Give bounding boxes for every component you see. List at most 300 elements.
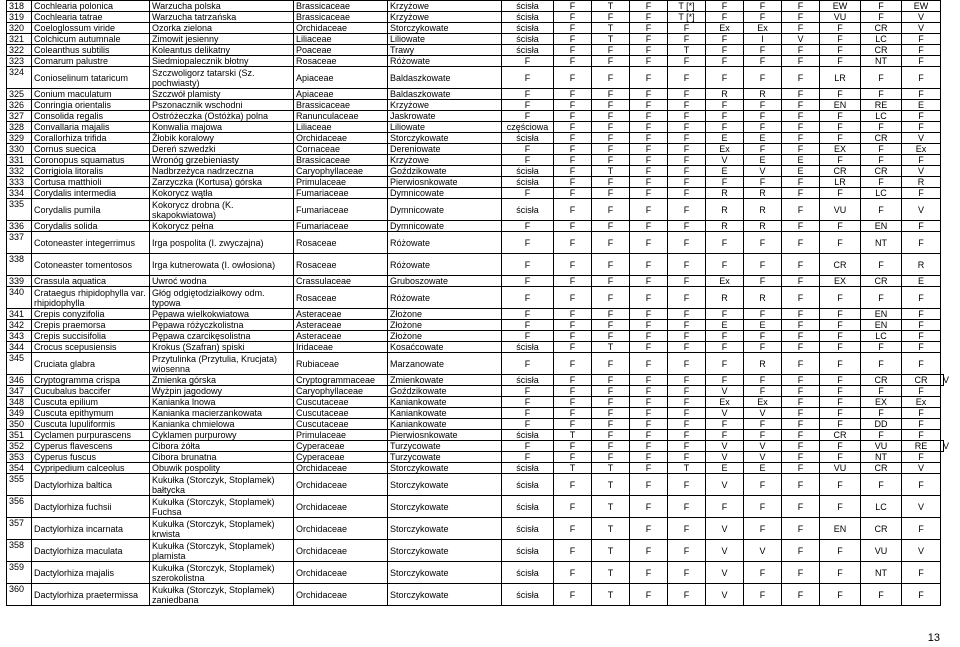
category-5-cell: R bbox=[706, 221, 744, 232]
latin-name-cell: Cruciata glabra bbox=[32, 353, 150, 375]
category-3-cell: F bbox=[630, 540, 668, 562]
family-polish-cell: Kaniankowate bbox=[388, 419, 502, 430]
category-1-cell: F bbox=[554, 320, 592, 331]
row-number-cell: 320 bbox=[7, 23, 32, 34]
family-latin-cell: Cuscutaceae bbox=[294, 419, 388, 430]
category-5-cell: F bbox=[706, 1, 744, 12]
table-row bbox=[7, 23, 944, 34]
family-polish-cell: Dymnicowate bbox=[388, 188, 502, 199]
table-row bbox=[7, 419, 944, 430]
category-10-cell: V bbox=[902, 463, 941, 474]
category-7-cell: F bbox=[782, 441, 820, 452]
category-7-cell: F bbox=[782, 221, 820, 232]
row-number-cell: 325 bbox=[7, 89, 32, 100]
category-8-cell: EN bbox=[820, 100, 861, 111]
protection-status-cell: F bbox=[502, 287, 554, 309]
category-8-cell: F bbox=[820, 584, 861, 606]
family-latin-cell: Cyperaceae bbox=[294, 452, 388, 463]
row-number-cell: 336 bbox=[7, 221, 32, 232]
polish-name-cell: Wronóg grzebieniasty bbox=[150, 155, 294, 166]
category-3-cell: F bbox=[630, 122, 668, 133]
category-8-cell: EN bbox=[820, 518, 861, 540]
category-3-cell: F bbox=[630, 254, 668, 276]
category-7-cell: F bbox=[782, 122, 820, 133]
category-2-cell: T bbox=[592, 34, 630, 45]
family-latin-cell: Poaceae bbox=[294, 45, 388, 56]
latin-name-cell: Comarum palustre bbox=[32, 56, 150, 67]
table-row bbox=[7, 166, 944, 177]
category-9-cell: F bbox=[861, 199, 902, 221]
category-9-cell: F bbox=[861, 122, 902, 133]
polish-name-cell: Kukułka (Storczyk, Stoplamek) plamista bbox=[150, 540, 294, 562]
family-polish-cell: Storczykowate bbox=[388, 562, 502, 584]
latin-name-cell: Cornus suecica bbox=[32, 144, 150, 155]
table-row bbox=[7, 562, 944, 584]
category-7-cell: F bbox=[782, 45, 820, 56]
row-number-cell: 334 bbox=[7, 188, 32, 199]
row-number-cell: 358 bbox=[7, 540, 32, 562]
category-5-cell: F bbox=[706, 100, 744, 111]
category-7-cell: F bbox=[782, 144, 820, 155]
family-latin-cell: Rosaceae bbox=[294, 232, 388, 254]
row-number-cell: 349 bbox=[7, 408, 32, 419]
category-2-cell: F bbox=[592, 287, 630, 309]
category-5-cell: E bbox=[706, 133, 744, 144]
category-8-cell: VU bbox=[820, 199, 861, 221]
category-8-cell: F bbox=[820, 56, 861, 67]
category-9-cell: F bbox=[861, 144, 902, 155]
category-5-cell: F bbox=[706, 177, 744, 188]
row-number-cell: 345 bbox=[7, 353, 32, 375]
category-5-cell: E bbox=[706, 166, 744, 177]
protection-status-cell: ścisła bbox=[502, 23, 554, 34]
latin-name-cell: Dactylorhiza fuchsii bbox=[32, 496, 150, 518]
category-2-cell: F bbox=[592, 45, 630, 56]
table-row bbox=[7, 540, 944, 562]
row-number-cell: 342 bbox=[7, 320, 32, 331]
category-10-cell: F bbox=[902, 287, 941, 309]
latin-name-cell: Conium maculatum bbox=[32, 89, 150, 100]
category-6-cell: F bbox=[744, 386, 782, 397]
protection-status-cell: F bbox=[502, 111, 554, 122]
category-3-cell: F bbox=[630, 56, 668, 67]
row-number-cell: 328 bbox=[7, 122, 32, 133]
family-latin-cell: Rubiaceae bbox=[294, 353, 388, 375]
latin-name-cell: Dactylorhiza majalis bbox=[32, 562, 150, 584]
category-5-cell: F bbox=[706, 67, 744, 89]
category-9-cell: CR bbox=[861, 463, 902, 474]
family-latin-cell: Orchidaceae bbox=[294, 496, 388, 518]
protection-status-cell: ścisła bbox=[502, 562, 554, 584]
category-9-cell: F bbox=[861, 12, 902, 23]
category-4-cell: T bbox=[668, 463, 706, 474]
polish-name-cell: Kukułka (Storczyk, Stoplamek) bałtycka bbox=[150, 474, 294, 496]
category-8-cell: F bbox=[820, 34, 861, 45]
table-row bbox=[7, 463, 944, 474]
category-3-cell: F bbox=[630, 100, 668, 111]
category-10-cell: Ex bbox=[902, 397, 941, 408]
category-10-cell: R bbox=[902, 254, 941, 276]
category-2-cell: F bbox=[592, 100, 630, 111]
polish-name-cell: Cyklamen purpurowy bbox=[150, 430, 294, 441]
category-6-cell: E bbox=[744, 133, 782, 144]
latin-name-cell: Conringia orientalis bbox=[32, 100, 150, 111]
category-10-cell: F bbox=[902, 320, 941, 331]
latin-name-cell: Cucubalus baccifer bbox=[32, 386, 150, 397]
table-row bbox=[7, 100, 944, 111]
family-latin-cell: Cyperaceae bbox=[294, 441, 388, 452]
category-3-cell: F bbox=[630, 408, 668, 419]
row-number-cell: 339 bbox=[7, 276, 32, 287]
family-latin-cell: Fumariaceae bbox=[294, 221, 388, 232]
table-row bbox=[7, 122, 944, 133]
family-latin-cell: Orchidaceae bbox=[294, 463, 388, 474]
latin-name-cell: Cortusa matthioli bbox=[32, 177, 150, 188]
latin-name-cell: Cochlearia polonica bbox=[32, 1, 150, 12]
category-6-cell: F bbox=[744, 232, 782, 254]
category-9-cell: LC bbox=[861, 188, 902, 199]
table-row bbox=[7, 155, 944, 166]
row-number-cell: 360 bbox=[7, 584, 32, 606]
category-1-cell: F bbox=[554, 518, 592, 540]
latin-name-cell: Cotoneaster integerrimus bbox=[32, 232, 150, 254]
table-row bbox=[7, 287, 944, 309]
latin-name-cell: Coleanthus subtilis bbox=[32, 45, 150, 56]
category-10-cell: V bbox=[902, 199, 941, 221]
category-7-cell: F bbox=[782, 111, 820, 122]
category-3-cell: F bbox=[630, 452, 668, 463]
category-5-cell: V bbox=[706, 518, 744, 540]
polish-name-cell: Pępawa wielkokwiatowa bbox=[150, 309, 294, 320]
polish-name-cell: Kanianka chmielowa bbox=[150, 419, 294, 430]
category-4-cell: F bbox=[668, 232, 706, 254]
category-6-cell: R bbox=[744, 199, 782, 221]
row-number-cell: 331 bbox=[7, 155, 32, 166]
family-polish-cell: Storczykowate bbox=[388, 474, 502, 496]
category-6-cell: F bbox=[744, 100, 782, 111]
category-3-cell: F bbox=[630, 89, 668, 100]
category-3-cell: F bbox=[630, 111, 668, 122]
latin-name-cell: Dactylorhiza baltica bbox=[32, 474, 150, 496]
category-6-cell: F bbox=[744, 177, 782, 188]
category-2-cell: F bbox=[592, 397, 630, 408]
family-latin-cell: Iridaceae bbox=[294, 342, 388, 353]
family-polish-cell: Storczykowate bbox=[388, 518, 502, 540]
category-5-cell: F bbox=[706, 232, 744, 254]
family-latin-cell: Orchidaceae bbox=[294, 584, 388, 606]
table-row bbox=[7, 331, 944, 342]
category-6-cell: F bbox=[744, 144, 782, 155]
category-6-cell: F bbox=[744, 496, 782, 518]
category-10-cell: F bbox=[902, 56, 941, 67]
category-1-cell: F bbox=[554, 309, 592, 320]
family-polish-cell: Storczykowate bbox=[388, 584, 502, 606]
category-2-cell: F bbox=[592, 188, 630, 199]
category-5-cell: R bbox=[706, 287, 744, 309]
category-8-cell: F bbox=[820, 45, 861, 56]
category-6-cell: R bbox=[744, 287, 782, 309]
family-polish-cell: Różowate bbox=[388, 254, 502, 276]
polish-name-cell: Pępawa różyczkolistna bbox=[150, 320, 294, 331]
family-polish-cell: Różowate bbox=[388, 56, 502, 67]
category-2-cell: T bbox=[592, 584, 630, 606]
category-6-cell: F bbox=[744, 12, 782, 23]
category-9-cell: EN bbox=[861, 320, 902, 331]
protection-status-cell: ścisła bbox=[502, 342, 554, 353]
category-3-cell: F bbox=[630, 45, 668, 56]
category-6-cell: V bbox=[744, 408, 782, 419]
category-4-cell: F bbox=[668, 540, 706, 562]
category-4-cell: F bbox=[668, 122, 706, 133]
category-3-cell: F bbox=[630, 144, 668, 155]
category-9-cell: VU bbox=[861, 441, 902, 452]
row-number-cell: 321 bbox=[7, 34, 32, 45]
category-6-cell: R bbox=[744, 188, 782, 199]
category-3-cell: F bbox=[630, 276, 668, 287]
table-row bbox=[7, 89, 944, 100]
table-row bbox=[7, 342, 944, 353]
category-9-cell: LC bbox=[861, 331, 902, 342]
category-8-cell: F bbox=[820, 419, 861, 430]
undefined-cell: V bbox=[941, 375, 944, 386]
category-6-cell: V bbox=[744, 441, 782, 452]
category-2-cell: T bbox=[592, 496, 630, 518]
category-6-cell: F bbox=[744, 474, 782, 496]
category-9-cell: LC bbox=[861, 34, 902, 45]
category-2-cell: F bbox=[592, 177, 630, 188]
row-number-cell: 357 bbox=[7, 518, 32, 540]
protection-status-cell: F bbox=[502, 100, 554, 111]
protection-status-cell: ścisła bbox=[502, 34, 554, 45]
category-3-cell: F bbox=[630, 419, 668, 430]
latin-name-cell: Conioselinum tataricum bbox=[32, 67, 150, 89]
latin-name-cell: Dactylorhiza incarnata bbox=[32, 518, 150, 540]
category-4-cell: F bbox=[668, 386, 706, 397]
row-number-cell: 333 bbox=[7, 177, 32, 188]
category-4-cell: F bbox=[668, 166, 706, 177]
polish-name-cell: Warzucha polska bbox=[150, 1, 294, 12]
category-10-cell: V bbox=[902, 166, 941, 177]
table-row bbox=[7, 56, 944, 67]
category-5-cell: V bbox=[706, 408, 744, 419]
category-5-cell: F bbox=[706, 34, 744, 45]
family-latin-cell: Orchidaceae bbox=[294, 133, 388, 144]
category-4-cell: F bbox=[668, 100, 706, 111]
family-latin-cell: Asteraceae bbox=[294, 309, 388, 320]
family-latin-cell: Orchidaceae bbox=[294, 562, 388, 584]
polish-name-cell: Konwalia majowa bbox=[150, 122, 294, 133]
category-8-cell: LR bbox=[820, 67, 861, 89]
family-polish-cell: Zmienkowate bbox=[388, 375, 502, 386]
polish-name-cell: Siedmiopalecznik błotny bbox=[150, 56, 294, 67]
category-7-cell: F bbox=[782, 188, 820, 199]
category-6-cell: F bbox=[744, 342, 782, 353]
category-5-cell: R bbox=[706, 199, 744, 221]
category-9-cell: VU bbox=[861, 540, 902, 562]
category-10-cell: F bbox=[902, 155, 941, 166]
category-9-cell: CR bbox=[861, 276, 902, 287]
category-8-cell: F bbox=[820, 122, 861, 133]
protection-status-cell: F bbox=[502, 386, 554, 397]
category-6-cell: F bbox=[744, 67, 782, 89]
category-8-cell: F bbox=[820, 408, 861, 419]
category-5-cell: F bbox=[706, 375, 744, 386]
category-8-cell: F bbox=[820, 375, 861, 386]
category-1-cell: F bbox=[554, 111, 592, 122]
latin-name-cell: Cuscuta lupuliformis bbox=[32, 419, 150, 430]
latin-name-cell: Corydalis pumila bbox=[32, 199, 150, 221]
category-8-cell: F bbox=[820, 397, 861, 408]
category-1-cell: F bbox=[554, 199, 592, 221]
polish-name-cell: Krokus (Szafran) spiski bbox=[150, 342, 294, 353]
table-row bbox=[7, 496, 944, 518]
category-9-cell: EN bbox=[861, 309, 902, 320]
polish-name-cell: Pszonacznik wschodni bbox=[150, 100, 294, 111]
protection-status-cell: częściowa bbox=[502, 122, 554, 133]
category-3-cell: F bbox=[630, 441, 668, 452]
category-5-cell: V bbox=[706, 540, 744, 562]
category-8-cell: F bbox=[820, 452, 861, 463]
latin-name-cell: Coronopus squamatus bbox=[32, 155, 150, 166]
family-polish-cell: Storczykowate bbox=[388, 23, 502, 34]
polish-name-cell: Zimowit jesienny bbox=[150, 34, 294, 45]
latin-name-cell: Crepis praemorsa bbox=[32, 320, 150, 331]
latin-name-cell: Colchicum autumnale bbox=[32, 34, 150, 45]
category-10-cell: F bbox=[902, 386, 941, 397]
category-8-cell: F bbox=[820, 23, 861, 34]
protection-status-cell: F bbox=[502, 89, 554, 100]
category-4-cell: F bbox=[668, 276, 706, 287]
category-6-cell: F bbox=[744, 45, 782, 56]
family-latin-cell: Orchidaceae bbox=[294, 518, 388, 540]
protection-status-cell: ścisła bbox=[502, 463, 554, 474]
category-4-cell: F bbox=[668, 199, 706, 221]
category-10-cell: F bbox=[902, 188, 941, 199]
family-polish-cell: Goździkowate bbox=[388, 166, 502, 177]
category-9-cell: F bbox=[861, 342, 902, 353]
category-3-cell: F bbox=[630, 430, 668, 441]
table-row bbox=[7, 188, 944, 199]
polish-name-cell: Cibora żółta bbox=[150, 441, 294, 452]
category-7-cell: F bbox=[782, 397, 820, 408]
polish-name-cell: Kokorycz pełna bbox=[150, 221, 294, 232]
category-5-cell: F bbox=[706, 12, 744, 23]
category-2-cell: F bbox=[592, 89, 630, 100]
family-latin-cell: Ranunculaceae bbox=[294, 111, 388, 122]
family-polish-cell: Dereniowate bbox=[388, 144, 502, 155]
category-9-cell: F bbox=[861, 177, 902, 188]
family-polish-cell: Baldaszkowate bbox=[388, 89, 502, 100]
family-polish-cell: Marzanowate bbox=[388, 353, 502, 375]
category-4-cell: F bbox=[668, 309, 706, 320]
category-1-cell: F bbox=[554, 375, 592, 386]
category-7-cell: F bbox=[782, 56, 820, 67]
category-7-cell: F bbox=[782, 496, 820, 518]
table-row bbox=[7, 177, 944, 188]
category-6-cell: F bbox=[744, 111, 782, 122]
category-2-cell: F bbox=[592, 199, 630, 221]
polish-name-cell: Nadbrzeżyca nadrzeczna bbox=[150, 166, 294, 177]
category-4-cell: T [*] bbox=[668, 12, 706, 23]
category-7-cell: F bbox=[782, 199, 820, 221]
table-row bbox=[7, 353, 944, 375]
family-latin-cell: Asteraceae bbox=[294, 331, 388, 342]
category-7-cell: F bbox=[782, 353, 820, 375]
table-row bbox=[7, 518, 944, 540]
category-2-cell: F bbox=[592, 254, 630, 276]
category-2-cell: F bbox=[592, 144, 630, 155]
category-1-cell: F bbox=[554, 45, 592, 56]
category-2-cell: F bbox=[592, 408, 630, 419]
category-7-cell: F bbox=[782, 67, 820, 89]
category-2-cell: F bbox=[592, 12, 630, 23]
latin-name-cell: Cryptogramma crispa bbox=[32, 375, 150, 386]
category-6-cell: V bbox=[744, 166, 782, 177]
category-6-cell: F bbox=[744, 56, 782, 67]
category-5-cell: V bbox=[706, 155, 744, 166]
category-6-cell: I bbox=[744, 34, 782, 45]
category-6-cell: F bbox=[744, 584, 782, 606]
category-5-cell: Ex bbox=[706, 276, 744, 287]
category-10-cell: F bbox=[902, 474, 941, 496]
table-row bbox=[7, 199, 944, 221]
category-7-cell: F bbox=[782, 386, 820, 397]
latin-name-cell: Cochlearia tatrae bbox=[32, 12, 150, 23]
category-3-cell: F bbox=[630, 155, 668, 166]
category-1-cell: F bbox=[554, 408, 592, 419]
category-7-cell: F bbox=[782, 342, 820, 353]
protection-status-cell: F bbox=[502, 188, 554, 199]
category-7-cell: F bbox=[782, 584, 820, 606]
category-5-cell: Ex bbox=[706, 144, 744, 155]
polish-name-cell: Dereń szwedzki bbox=[150, 144, 294, 155]
category-10-cell: Ex bbox=[902, 144, 941, 155]
category-7-cell: V bbox=[782, 34, 820, 45]
row-number-cell: 327 bbox=[7, 111, 32, 122]
polish-name-cell: Kukułka (Storczyk, Stoplamek) szerokolistna bbox=[150, 562, 294, 584]
species-table bbox=[6, 0, 950, 606]
category-1-cell: F bbox=[554, 441, 592, 452]
family-latin-cell: Orchidaceae bbox=[294, 474, 388, 496]
category-6-cell: F bbox=[744, 254, 782, 276]
row-number-cell: 350 bbox=[7, 419, 32, 430]
category-8-cell: F bbox=[820, 287, 861, 309]
category-9-cell: EX bbox=[861, 397, 902, 408]
category-6-cell: R bbox=[744, 89, 782, 100]
category-10-cell: F bbox=[902, 331, 941, 342]
family-polish-cell: Gruboszowate bbox=[388, 276, 502, 287]
category-6-cell: F bbox=[744, 562, 782, 584]
family-polish-cell: Storczykowate bbox=[388, 540, 502, 562]
latin-name-cell: Crassula aquatica bbox=[32, 276, 150, 287]
protection-status-cell: ścisła bbox=[502, 166, 554, 177]
category-3-cell: F bbox=[630, 221, 668, 232]
category-1-cell: F bbox=[554, 342, 592, 353]
protection-status-cell: F bbox=[502, 408, 554, 419]
category-5-cell: F bbox=[706, 309, 744, 320]
category-3-cell: F bbox=[630, 331, 668, 342]
category-10-cell: F bbox=[902, 342, 941, 353]
category-1-cell: F bbox=[554, 155, 592, 166]
family-latin-cell: Primulaceae bbox=[294, 430, 388, 441]
family-latin-cell: Brassicaceae bbox=[294, 12, 388, 23]
category-9-cell: F bbox=[861, 584, 902, 606]
category-3-cell: F bbox=[630, 232, 668, 254]
polish-name-cell: Ozorka zielona bbox=[150, 23, 294, 34]
family-latin-cell: Rosaceae bbox=[294, 287, 388, 309]
category-1-cell: F bbox=[554, 562, 592, 584]
polish-name-cell: Koleantus delikatny bbox=[150, 45, 294, 56]
